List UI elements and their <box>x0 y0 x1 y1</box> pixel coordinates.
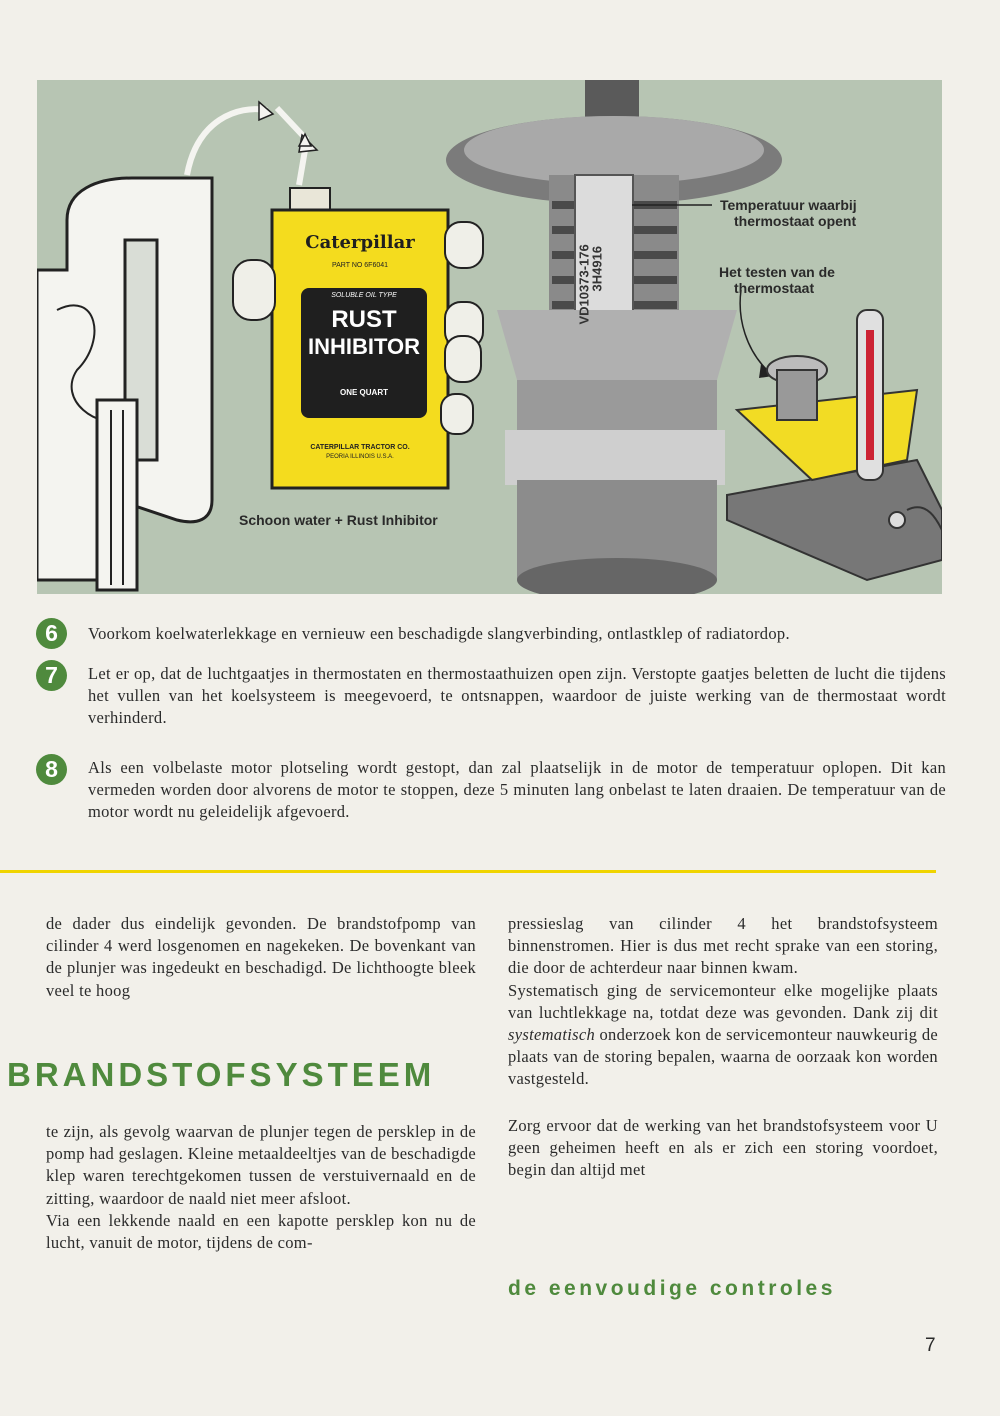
can-type: SOLUBLE OIL TYPE <box>331 292 397 299</box>
label-temp-line2: thermostaat opent <box>734 213 857 229</box>
point-text: Let er op, dat de luchtgaatjes in thermostaten en thermostaathuizen open zijn. Verstopte gaatjes beletten de lucht die tijdens het vullen van het koelsysteem is meegevoerd, te ontsnappen, waardoor de juiste werking van de thermostaat wordt verhinderd. <box>88 664 946 727</box>
point-8 <box>36 754 946 834</box>
label-test-line2: thermostaat <box>734 280 815 296</box>
point-6 <box>36 618 946 650</box>
right-para-2-before: Systematisch ging de servicemonteur elke mogelijke plaats van luchtlekkage na, totdat deze was gevonden. Dank zij dit <box>508 980 938 1022</box>
label-water-inhibitor: Schoon water + Rust Inhibitor <box>239 512 438 528</box>
right-para-1: pressieslag van cilinder 4 het brandstofsysteem binnenstromen. Hier is dus met recht sprake van een storing, die door de achterdeur naar binnen kwam. <box>508 914 938 978</box>
left-para-3: Via een lekkende naald en een kapotte persklep kon nu de lucht, vanuit de motor, tijdens de com- <box>46 1210 476 1253</box>
thermostat-stamp-2: 3H4916 <box>589 245 605 292</box>
left-para-1: de dader dus eindelijk gevonden. De brandstofpomp van cilinder 4 werd losgenomen en nagekeken. De bovenkant van de plunjer was ingedeukt en beschadigd. De lichthoogte bleek veel te hoog <box>46 914 476 1000</box>
left-para-2: te zijn, als gevolg waarvan de plunjer tegen de persklep in de pomp had geslagen. Kleine metaaldeeltjes van de beschadigde klep waren terechtgekomen tussen de verstuivernaald en de zitting, waardoor de naald niet meer afsloot. <box>46 1122 476 1208</box>
cooling-illustration <box>37 80 942 594</box>
right-column <box>508 913 938 1181</box>
can-quantity: ONE QUART <box>340 388 388 397</box>
point-text: Als een volbelaste motor plotseling wordt gestopt, dan zal plaatselijk in de motor de temperatuur oplopen. Dit kan vermeden worden door alvorens de motor te stoppen, deze 5 minuten lang onbelast te laten draaien. De temperatuur van de motor wordt nu geleidelijk afgevoerd. <box>88 758 946 821</box>
can-maker: CATERPILLAR TRACTOR CO. <box>310 444 410 451</box>
right-para-2-italic: systematisch <box>508 1025 596 1045</box>
section-heading: BRANDSTOFSYSTEEM <box>7 1056 436 1093</box>
can-part-no: PART NO 6F6041 <box>331 262 389 269</box>
thermostat-test-stove <box>727 310 942 580</box>
point-number-badge: 7 <box>36 660 67 691</box>
can-brand: Caterpillar <box>305 232 415 253</box>
right-para-2-after: onderzoek kon de servicemonteur nauwkeurig de plaats van de storing bepalen, waarna de oorzaak kon worden vastgesteld. <box>508 1025 938 1089</box>
label-test-line1: Het testen van de <box>719 264 835 280</box>
flow-arrows <box>187 108 307 185</box>
point-text: Voorkom koelwaterlekkage en vernieuw een beschadigde slangverbinding, ontlastklep of radiatordop. <box>88 624 790 643</box>
can-city: PEORIA ILLINOIS U.S.A. <box>326 454 394 460</box>
can-title-line2: INHIBITOR <box>307 334 421 359</box>
point-number-badge: 6 <box>36 618 67 649</box>
point-7 <box>36 660 946 740</box>
radiator-cutaway <box>37 178 212 590</box>
section-divider <box>0 870 936 873</box>
left-column-bottom <box>46 1121 476 1254</box>
closing-heading: de eenvoudige controles <box>508 1277 836 1300</box>
page-number: 7 <box>925 1335 936 1356</box>
point-number-badge: 8 <box>36 754 67 785</box>
illustration-panel <box>37 80 942 594</box>
can-title-line1: RUST <box>331 306 397 333</box>
right-para-3: Zorg ervoor dat de werking van het brandstofsysteem voor U geen geheimen heeft en als er zich een storing voordoet, begin dan altijd met <box>508 1115 938 1180</box>
thermostat-stamp-1: VD10373-176 <box>576 244 592 325</box>
left-column-top <box>46 913 476 1002</box>
label-temp-line1: Temperatuur waarbij <box>720 197 857 213</box>
right-para-2 <box>508 980 938 1091</box>
